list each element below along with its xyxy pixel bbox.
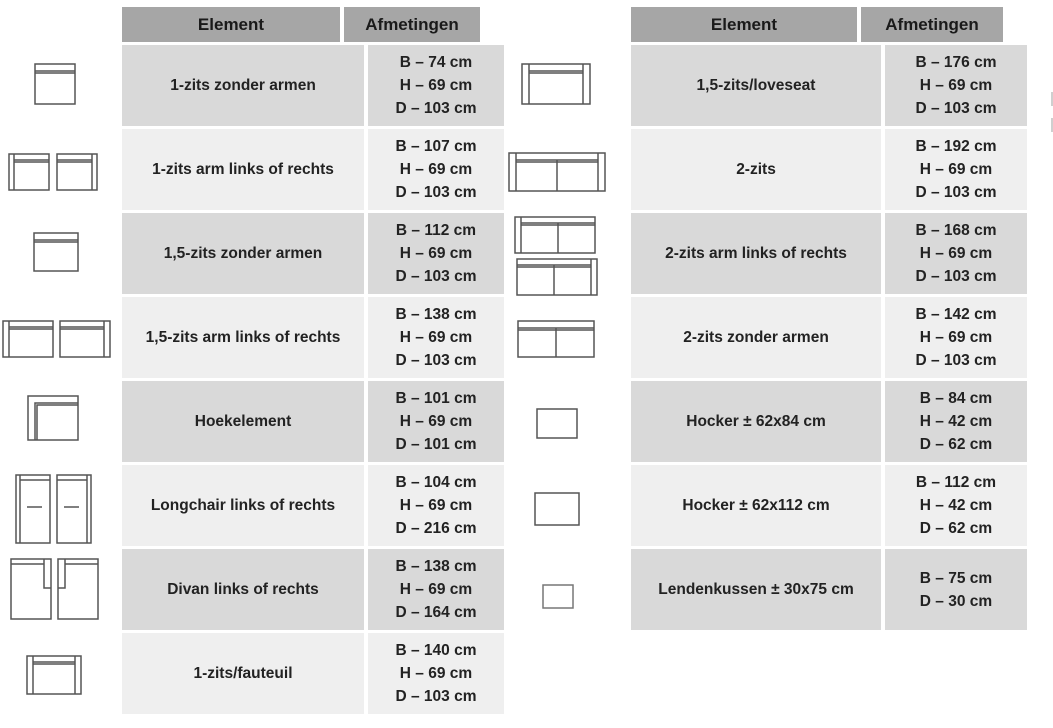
header-element: Element (631, 7, 857, 42)
header-afmetingen: Afmetingen (344, 7, 480, 42)
hocker-large-icon (534, 492, 580, 526)
table-row (122, 297, 504, 378)
table-row (631, 45, 1027, 126)
element-dimensions: B – 112 cm H – 69 cm D – 103 cm (368, 213, 504, 294)
element-name: Hocker ± 62x112 cm (631, 465, 881, 546)
loveseat-icon (521, 63, 591, 105)
dimensions-table-left (122, 7, 504, 717)
element-dimensions: B – 168 cm H – 69 cm D – 103 cm (885, 213, 1027, 294)
element-name: 1-zits arm links of rechts (122, 129, 364, 210)
table-row (122, 213, 504, 294)
element-name: Hoekelement (122, 381, 364, 462)
element-name: 2-zits arm links of rechts (631, 213, 881, 294)
element-dimensions: B – 112 cm H – 42 cm D – 62 cm (885, 465, 1027, 546)
hocker-small-icon (536, 408, 578, 439)
element-dimensions: B – 138 cm H – 69 cm D – 164 cm (368, 549, 504, 630)
table-row (122, 465, 504, 546)
header-afmetingen: Afmetingen (861, 7, 1003, 42)
element-name: Hocker ± 62x84 cm (631, 381, 881, 462)
table-row (631, 297, 1027, 378)
sofa-2-seat-no-arms-icon (517, 320, 595, 358)
table-row (631, 549, 1027, 630)
element-name: 2-zits (631, 129, 881, 210)
element-name: 2-zits zonder armen (631, 297, 881, 378)
corner-element-icon (27, 395, 79, 441)
element-dimensions: B – 176 cm H – 69 cm D – 103 cm (885, 45, 1027, 126)
element-name: 1,5-zits zonder armen (122, 213, 364, 294)
table-row (631, 381, 1027, 462)
element-name: 1-zits/fauteuil (122, 633, 364, 714)
element-dimensions: B – 101 cm H – 69 cm D – 101 cm (368, 381, 504, 462)
sofa-1-5-seat-no-arms-icon (33, 232, 79, 272)
sofa-2-seat-icon (508, 152, 606, 192)
header-element: Element (122, 7, 340, 42)
sofa-2-seat-one-arm-icon (514, 216, 598, 296)
element-dimensions: B – 138 cm H – 69 cm D – 103 cm (368, 297, 504, 378)
element-name: Longchair links of rechts (122, 465, 364, 546)
element-name: Lendenkussen ± 30x75 cm (631, 549, 881, 630)
table-header (122, 7, 504, 42)
armchair-icon (26, 655, 82, 695)
table-row (631, 213, 1027, 294)
element-name: 1,5-zits/loveseat (631, 45, 881, 126)
table-row (122, 549, 504, 630)
sofa-1-seat-no-arms-icon (34, 63, 76, 105)
table-row (631, 129, 1027, 210)
table-row (122, 381, 504, 462)
element-name: Divan links of rechts (122, 549, 364, 630)
element-dimensions: B – 74 cm H – 69 cm D – 103 cm (368, 45, 504, 126)
element-dimensions: B – 107 cm H – 69 cm D – 103 cm (368, 129, 504, 210)
table-header (631, 7, 1027, 42)
element-dimensions: B – 192 cm H – 69 cm D – 103 cm (885, 129, 1027, 210)
divan-icon (10, 558, 100, 620)
element-dimensions: B – 84 cm H – 42 cm D – 62 cm (885, 381, 1027, 462)
table-row (122, 633, 504, 714)
table-row (122, 45, 504, 126)
sofa-1-seat-one-arm-icon (8, 153, 100, 191)
dimensions-table-right (631, 7, 1027, 633)
table-row (122, 129, 504, 210)
longchair-icon (15, 474, 95, 544)
element-dimensions: B – 104 cm H – 69 cm D – 216 cm (368, 465, 504, 546)
element-name: 1,5-zits arm links of rechts (122, 297, 364, 378)
element-name: 1-zits zonder armen (122, 45, 364, 126)
table-row (631, 465, 1027, 546)
element-dimensions: B – 75 cm D – 30 cm (885, 549, 1027, 630)
sofa-1-5-seat-one-arm-icon (2, 320, 112, 358)
lumbar-cushion-icon (542, 584, 574, 609)
element-dimensions: B – 140 cm H – 69 cm D – 103 cm (368, 633, 504, 714)
element-dimensions: B – 142 cm H – 69 cm D – 103 cm (885, 297, 1027, 378)
